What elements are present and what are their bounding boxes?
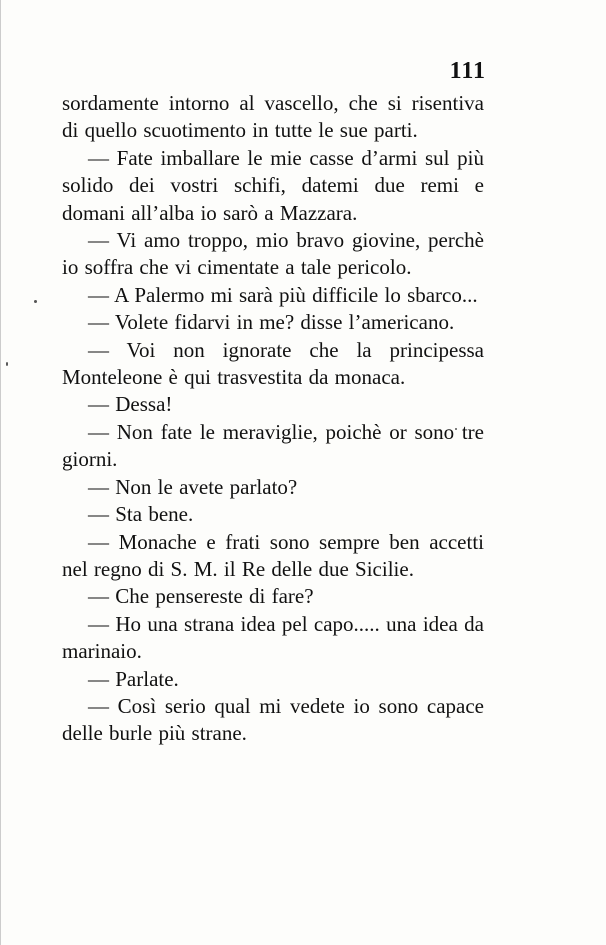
paragraph: — Ho una strana idea pel capo..... una idea da marinaio.: [62, 611, 484, 664]
paragraph: sordamente intorno al vascello, che si risentiva di quello scuotimento in tutte le sue parti.: [62, 91, 484, 143]
paragraph: — Vi amo troppo, mio bravo giovine, perchè io soffra che vi cimentate a tale pericolo.: [62, 228, 484, 280]
ink-speck: [34, 300, 37, 303]
ink-speck: [6, 362, 8, 366]
paragraph: — Parlate.: [88, 666, 179, 691]
paragraph: — A Palermo mi sarà più difficile lo sbarco...: [88, 282, 478, 307]
paragraph: — Dessa!: [88, 392, 173, 417]
paragraph: — Volete fidarvi in me? disse l’americano.: [88, 310, 455, 335]
paragraph: — Monache e frati sono sempre ben accetti nel regno di S. M. il Re delle due Sicilie.: [62, 529, 484, 581]
paragraph: — Così serio qual mi vedete io sono capace delle burle più strane.: [62, 693, 484, 746]
page-number: 111: [449, 58, 486, 84]
paragraph: — Sta bene.: [88, 502, 194, 527]
paragraph: — Non fate le meraviglie, poichè or sono tre giorni.: [62, 419, 484, 472]
paragraph: — Voi non ignorate che la principessa Monteleone è qui trasvestita da monaca.: [62, 337, 484, 390]
paragraph: — Fate imballare le mie casse d’armi sul più solido dei vostri schifi, datemi due remi e domani all’alba io sarò a Mazzara.: [62, 145, 484, 225]
body-text: [62, 90, 484, 748]
page-edge: [0, 0, 1, 945]
paragraph: — Non le avete parlato?: [88, 474, 298, 499]
paragraph: — Che pensereste di fare?: [88, 584, 314, 609]
